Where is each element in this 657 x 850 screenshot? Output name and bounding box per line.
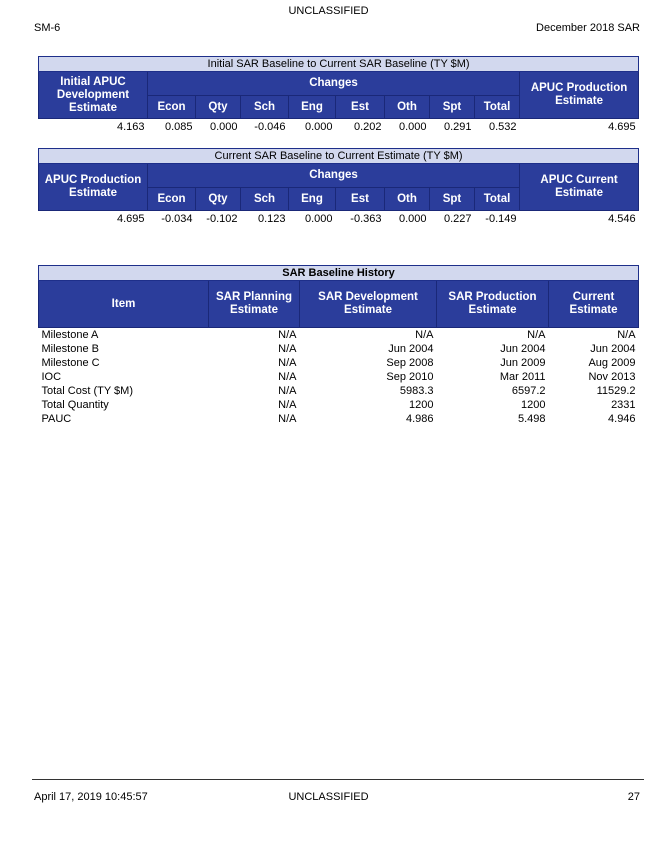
history-item-label: IOC — [41, 371, 62, 383]
table1-value: 0.202 — [353, 121, 382, 133]
history-cell: 4.946 — [608, 413, 636, 425]
table1-right-header: APUC Production Estimate — [520, 72, 639, 119]
history-cell: Jun 2004 — [590, 343, 636, 355]
report-date: December 2018 SAR — [536, 22, 640, 34]
table1-value: 0.085 — [164, 121, 193, 133]
table-row — [39, 342, 639, 356]
history-cell: Jun 2009 — [500, 357, 546, 369]
table2-value: 4.546 — [608, 213, 636, 225]
table-row — [39, 412, 639, 426]
table2-value: 4.695 — [116, 213, 145, 225]
history-item-label: Total Quantity — [41, 399, 109, 411]
table1-values-row — [39, 119, 639, 136]
history-cell: N/A — [278, 413, 297, 425]
history-header-production: SAR Production Estimate — [437, 281, 549, 328]
table2-value: -0.149 — [485, 213, 517, 225]
history-cell: N/A — [415, 329, 434, 341]
table1-value: 4.695 — [608, 121, 636, 133]
history-cell: N/A — [278, 329, 297, 341]
table-row — [39, 384, 639, 398]
apuc-current-baseline-to-estimate-table — [38, 148, 639, 227]
apuc-initial-to-current-baseline-table — [38, 56, 639, 135]
history-cell: Nov 2013 — [588, 371, 636, 383]
history-cell: N/A — [278, 343, 297, 355]
table-row — [39, 356, 639, 370]
history-cell: Sep 2010 — [386, 371, 434, 383]
table2-value: 0.123 — [257, 213, 286, 225]
table2-value: 0.000 — [398, 213, 427, 225]
table2-values-row — [39, 211, 639, 228]
history-cell: Mar 2011 — [499, 371, 546, 383]
table-row — [39, 328, 639, 343]
history-cell: N/A — [278, 371, 297, 383]
table1-left-header: Initial APUC Development Estimate — [39, 72, 148, 119]
history-cell: Sep 2008 — [386, 357, 434, 369]
table1-value: -0.046 — [254, 121, 286, 133]
history-cell: Aug 2009 — [588, 357, 636, 369]
history-cell: 5983.3 — [399, 385, 434, 397]
footer-timestamp: April 17, 2019 10:45:57 — [34, 791, 148, 803]
table1-col-eng: Eng — [289, 96, 336, 119]
table2-right-header: APUC Current Estimate — [520, 164, 639, 211]
history-cell: N/A — [278, 399, 297, 411]
sar-baseline-history-table — [38, 265, 639, 426]
history-cell: Jun 2004 — [388, 343, 434, 355]
history-item-label: Milestone A — [41, 329, 99, 341]
history-cell: Jun 2004 — [500, 343, 546, 355]
history-cell: 4.986 — [405, 413, 434, 425]
table1-changes-header: Changes — [148, 72, 520, 96]
history-title: SAR Baseline History — [39, 266, 639, 281]
table2-col-total: Total — [475, 188, 520, 211]
table2-col-qty: Qty — [196, 188, 241, 211]
table1-col-qty: Qty — [196, 96, 241, 119]
history-cell: 1200 — [409, 399, 434, 411]
history-cell: N/A — [278, 357, 297, 369]
table1-value: 0.291 — [443, 121, 472, 133]
table1-value: 0.000 — [209, 121, 238, 133]
table1-col-spt: Spt — [430, 96, 475, 119]
history-cell: 6597.2 — [511, 385, 546, 397]
history-item-label: PAUC — [41, 413, 72, 425]
table1-title: Initial SAR Baseline to Current SAR Baseline (TY $M) — [39, 57, 639, 72]
table2-changes-header: Changes — [148, 164, 520, 188]
table2-col-eng: Eng — [289, 188, 336, 211]
table1-value: 4.163 — [116, 121, 145, 133]
history-cell: N/A — [527, 329, 546, 341]
history-header-current: Current Estimate — [549, 281, 639, 328]
table1-col-sch: Sch — [241, 96, 289, 119]
table1-value: 0.000 — [304, 121, 333, 133]
table2-col-spt: Spt — [430, 188, 475, 211]
history-header-item: Item — [39, 281, 209, 328]
table2-col-sch: Sch — [241, 188, 289, 211]
footer-divider — [32, 779, 644, 780]
history-cell: 5.498 — [517, 413, 546, 425]
table1-col-total: Total — [475, 96, 520, 119]
table2-col-econ: Econ — [148, 188, 196, 211]
history-item-label: Milestone C — [41, 357, 100, 369]
table-row — [39, 370, 639, 384]
table1-col-oth: Oth — [385, 96, 430, 119]
history-cell: N/A — [617, 329, 636, 341]
table2-value: 0.000 — [304, 213, 333, 225]
history-item-label: Total Cost (TY $M) — [41, 385, 133, 397]
table-row — [39, 398, 639, 412]
table2-value: -0.034 — [161, 213, 193, 225]
history-header-development: SAR Development Estimate — [300, 281, 437, 328]
history-cell: 11529.2 — [596, 385, 636, 397]
history-cell: 1200 — [521, 399, 546, 411]
table1-col-est: Est — [336, 96, 385, 119]
table1-value: 0.000 — [398, 121, 427, 133]
history-item-label: Milestone B — [41, 343, 99, 355]
history-header-planning: SAR Planning Estimate — [209, 281, 300, 328]
table1-col-econ: Econ — [148, 96, 196, 119]
page-number: 27 — [627, 791, 640, 803]
table1-value: 0.532 — [488, 121, 517, 133]
table2-value: 0.227 — [443, 213, 472, 225]
table2-col-est: Est — [336, 188, 385, 211]
classification-banner-bottom: UNCLASSIFIED — [288, 791, 369, 803]
table2-value: -0.102 — [206, 213, 238, 225]
history-cell: N/A — [278, 385, 297, 397]
classification-banner-top: UNCLASSIFIED — [288, 5, 369, 17]
history-cell: 2331 — [611, 399, 636, 411]
program-name: SM-6 — [34, 22, 61, 34]
table2-value: -0.363 — [350, 213, 382, 225]
table2-col-oth: Oth — [385, 188, 430, 211]
table2-left-header: APUC Production Estimate — [39, 164, 148, 211]
table2-title: Current SAR Baseline to Current Estimate (TY $M) — [39, 149, 639, 164]
